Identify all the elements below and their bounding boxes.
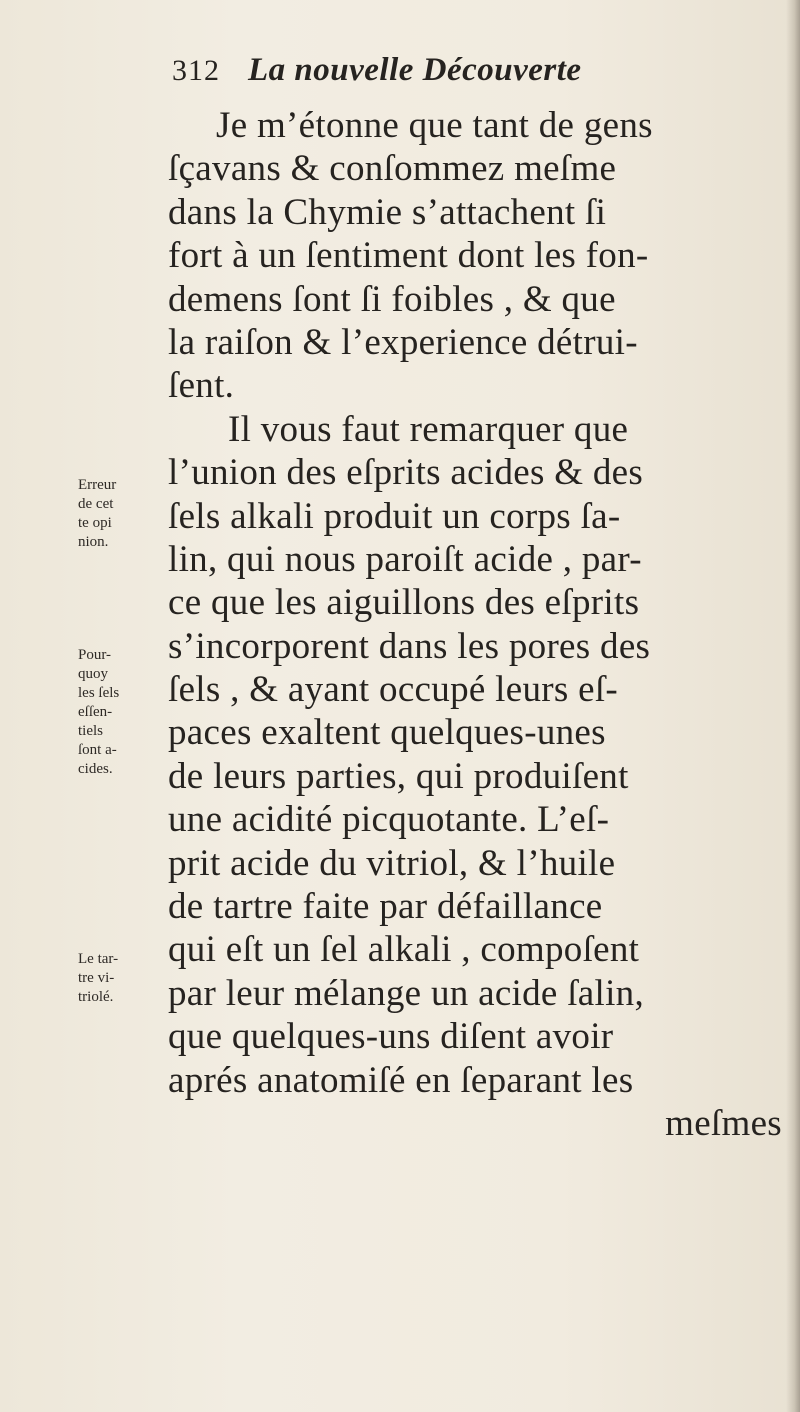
margin-note-line: cides. [78,761,113,777]
text-line: une acidité picquotante. L’eſ- [168,799,610,841]
text-line: Je m’étonne que tant de gens [216,105,653,146]
margin-note-line: tiels [78,723,103,739]
margin-note-line: Le tar- [78,951,119,967]
margin-note [78,950,170,1007]
text-line: de leurs parties, qui produiſent [168,755,629,797]
text-line: que quelques-uns diſent avoir [168,1016,614,1058]
text-line: l’union des eſprits acides & des [168,452,644,494]
text-line: s’incorporent dans les pores des [168,625,651,667]
text-line: ſent. [168,365,235,407]
margin-note [78,646,170,779]
text-line: prit acide du vitriol, & l’huile [168,842,616,884]
margin-note-line: les ſels [78,685,120,701]
text-line: de tartre faite par défaillance [168,886,603,928]
text-line: dans la Chymie s’attachent ſi [168,191,607,233]
page-header [172,52,582,100]
text-line: paces exaltent quelques-unes [168,712,606,754]
text-line: Il vous faut remarquer que [228,408,629,450]
margin-note-line: tre vi- [78,970,115,986]
margin-note [78,476,170,552]
body-text [168,104,800,1145]
margin-note-line: triolé. [78,989,114,1005]
text-line: lin, qui nous paroiſt acide , par- [168,538,642,580]
margin-note-line: quoy [78,666,108,682]
margin-note-line: nion. [78,534,109,550]
margin-note-line: Erreur [78,477,117,493]
text-line: la raiſon & l’experience détrui- [168,321,638,363]
text-line: par leur mélange un acide ſalin, [168,972,645,1014]
text-line: fort à un ſentiment dont les fon- [168,235,649,277]
catchword: meſmes [665,1102,782,1144]
running-title: La nouvelle Découverte [248,52,582,88]
margin-note-line: te opi [78,515,112,531]
text-line: ſels , & ayant occupé leurs eſ- [168,669,619,711]
text-line: ce que les aiguillons des eſprits [168,582,640,624]
text-line: demens ſont ſi foibles , & que [168,278,616,320]
margin-note-line: eſſen- [78,704,113,720]
text-line: ſçavans & conſommez meſme [168,148,617,190]
text-line: aprés anatomiſé en ſeparant les [168,1059,634,1101]
margin-note-line: Pour- [78,647,112,663]
margin-note-line: de cet [78,496,114,512]
text-line: qui eſt un ſel alkali , compoſent [168,929,640,971]
margin-note-line: ſont a- [78,742,117,758]
page-number: 312 [172,54,220,87]
text-line: ſels alkali produit un corps ſa- [168,495,621,537]
